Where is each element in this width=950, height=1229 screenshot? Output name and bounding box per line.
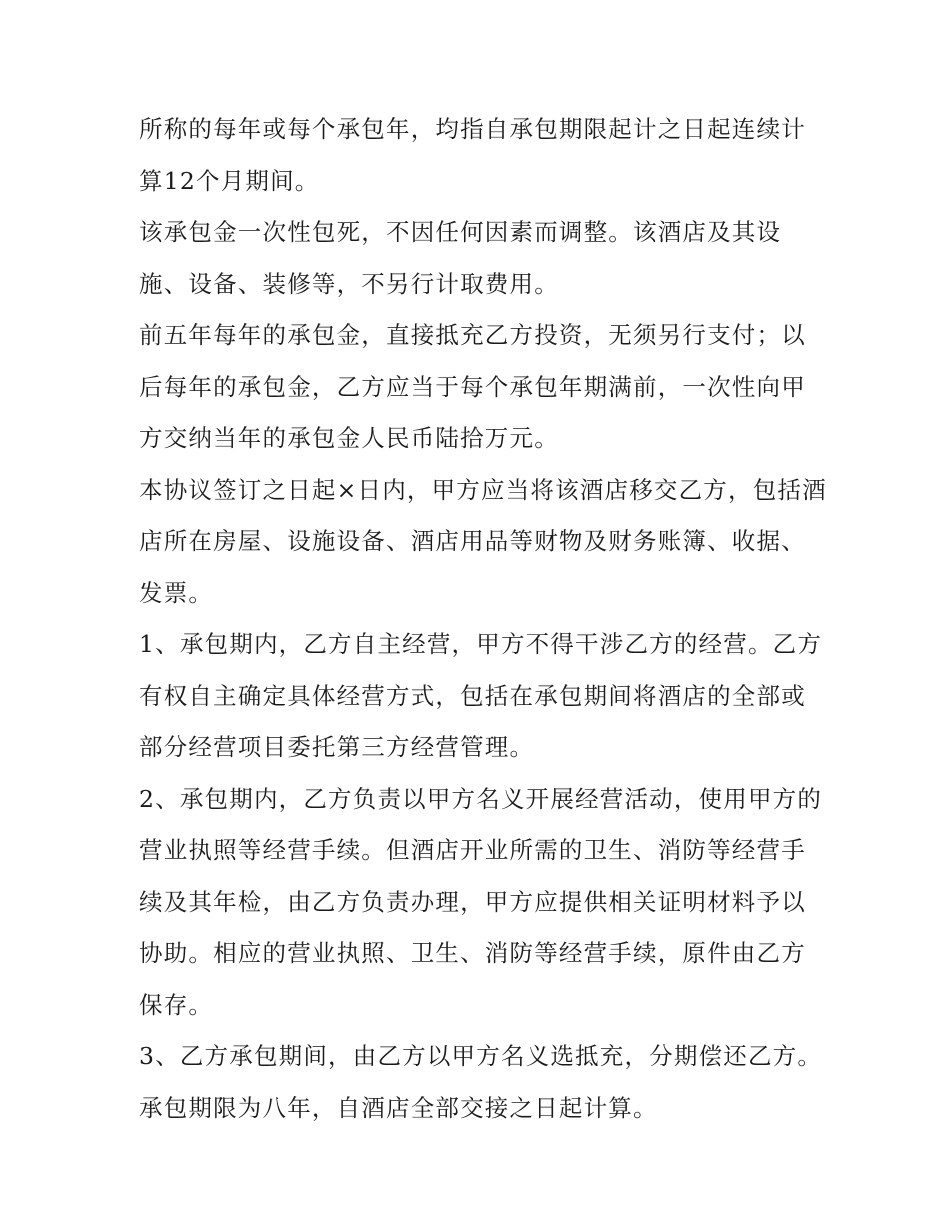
paragraph-annual-period: 所称的每年或每个承包年，均指自承包期限起计之日起连续计算12个月期间。 — [139, 115, 806, 195]
clause-2-business-licenses: 2、承包期内，乙方负责以甲方名义开展经营活动，使用甲方的营业执照等经营手续。但酒店开业所需的卫生、消防等经营手续及其年检，由乙方负责办理，甲方应提供相关证明材料予以协助。相应的营业执照、卫生、消防等经营手续，原件由乙方保存。 — [139, 784, 823, 1019]
paragraph-payment-terms: 前五年每年的承包金，直接抵充乙方投资，无须另行支付；以后每年的承包金，乙方应当于每个承包年期满前，一次性向甲方交纳当年的承包金人民币陆拾万元。 — [139, 321, 806, 452]
paragraph-fixed-fee: 该承包金一次性包死，不因任何因素而调整。该酒店及其设施、设备、装修等，不另行计取费用。 — [139, 218, 782, 298]
document-body — [139, 104, 829, 1134]
clause-1-autonomous-operation: 1、承包期内，乙方自主经营，甲方不得干涉乙方的经营。乙方有权自主确定具体经营方式，包括在承包期间将酒店的全部或部分经营项目委托第三方经营管理。 — [139, 630, 823, 761]
clause-3-repayment-term: 3、乙方承包期间，由乙方以甲方名义选抵充，分期偿还乙方。 承包期限为八年，自酒店全部交接之日起计算。 — [139, 1042, 823, 1122]
paragraph-handover: 本协议签订之日起×日内，甲方应当将该酒店移交乙方，包括酒店所在房屋、设施设备、酒店用品等财物及财务账簿、收据、发票。 — [139, 475, 827, 607]
